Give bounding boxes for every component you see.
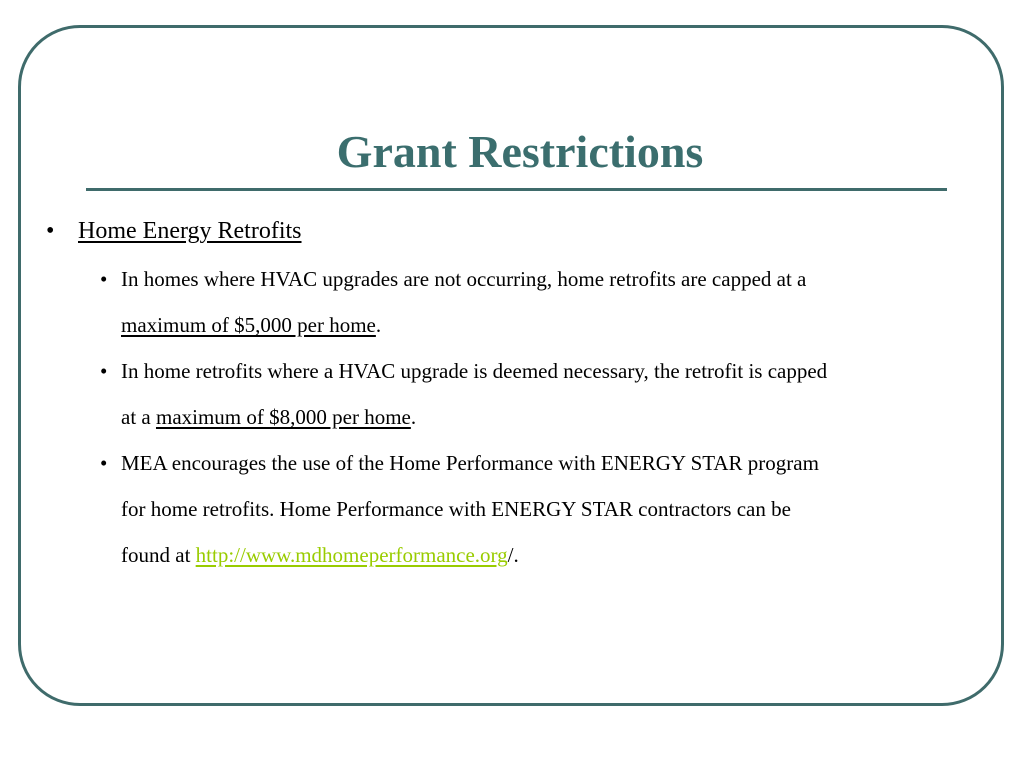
section-heading-row	[46, 215, 302, 247]
item-line	[121, 394, 1000, 440]
section-heading: Home Energy Retrofits	[78, 218, 302, 244]
list-item	[100, 348, 1000, 440]
list-item	[100, 440, 1000, 578]
bullet-icon: •	[100, 359, 108, 383]
cap-amount: maximum of $5,000 per home	[121, 313, 376, 337]
item-line: In home retrofits where a HVAC upgrade is deemed necessary, the retrofit is capped	[121, 359, 828, 383]
bullet-icon: •	[46, 218, 55, 244]
item-line: In homes where HVAC upgrades are not occurring, home retrofits are capped at a	[121, 267, 807, 291]
bullet-icon: •	[100, 451, 108, 475]
item-line: MEA encourages the use of the Home Performance with ENERGY STAR program	[121, 451, 819, 475]
mdhomeperformance-link[interactable]: http://www.mdhomeperformance.org	[195, 543, 508, 567]
item-line	[121, 302, 1000, 348]
item-line-start: at a	[121, 405, 156, 429]
bullet-icon: •	[100, 267, 108, 291]
item-line-start: found at	[121, 543, 196, 567]
slide-title: Grant Restrictions	[336, 126, 704, 177]
cap-amount: maximum of $8,000 per home	[155, 405, 411, 429]
item-line: for home retrofits. Home Performance with ENERGY STAR contractors can be	[121, 497, 791, 521]
list-item	[100, 256, 1000, 348]
item-line	[121, 532, 1000, 578]
item-line-end: .	[410, 405, 417, 429]
item-line-end: .	[375, 313, 382, 337]
item-line-end: /.	[507, 543, 519, 567]
